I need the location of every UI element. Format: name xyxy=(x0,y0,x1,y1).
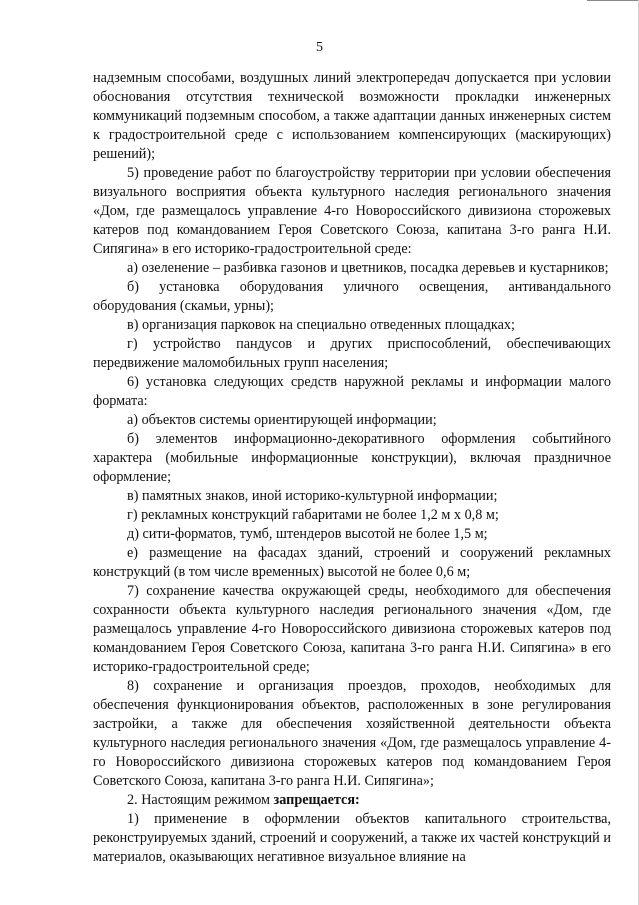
paragraph-item-5g: г) устройство пандусов и других приспособлений, обеспечивающих передвижение маломобильных групп населения; xyxy=(93,336,611,371)
paragraph-item-6g: г) рекламных конструкций габаритами не более 1,2 м х 0,8 м; xyxy=(127,507,499,523)
page-number: 5 xyxy=(316,40,323,55)
paragraph-prohibition-1: 1) применение в оформлении объектов капитального строительства, реконструируемых зданий, строений и сооружений, а также их частей конструкций и материалов, оказывающих негативное визуальное влияние на xyxy=(93,811,611,865)
paragraph-item-5: 5) проведение работ по благоустройству территории при условии обеспечения визуального восприятия объекта культурного наследия регионального значения «Дом, где размещалось управление 4-го Новороссийского дивизиона сторожевых катеров под командованием Героя Советского Союза, капитана 3-го ранга Н.И. Сипягина» в его историко-градостроительной среде: xyxy=(93,165,611,257)
paragraph-continuation: надземным способами, воздушных линий электропередач допускается при условии обоснования отсутствия технической возможности прокладки инженерных коммуникаций подземным способом, а также адаптации данных инженерных систем к градостроительной среде с использованием компенсирующих (маскирующих) решений); xyxy=(93,70,611,162)
paragraph-item-6v: в) памятных знаков, иной историко-культурной информации; xyxy=(127,488,498,504)
paragraph-item-8: 8) сохранение и организация проездов, проходов, необходимых для обеспечения функционирования объектов, расположенных в зоне регулирования застройки, а также для обеспечения хозяйственной деятельности объекта культурного наследия регионального значения «Дом, где размещалось управление 4-го Новороссийского дивизиона сторожевых катеров под командованием Героя Советского Союза, капитана 3-го ранга Н.И. Сипягина»; xyxy=(93,678,611,789)
paragraph-item-6a: а) объектов системы ориентирующей информации; xyxy=(127,412,437,428)
paragraph-item-6b: б) элементов информационно-декоративного оформления событийного характера (мобильные информационные конструкции), включая праздничное оформление; xyxy=(93,431,611,485)
paragraph-item-6e: е) размещение на фасадах зданий, строений и сооружений рекламных конструкций (в том числе временных) высотой не более 0,6 м; xyxy=(93,545,611,580)
section-2-heading xyxy=(93,791,611,810)
section-2-bold: запрещается: xyxy=(273,792,360,808)
paragraph-item-6d: д) сити-форматов, тумб, штендеров высотой не более 1,5 м; xyxy=(127,526,488,542)
section-2-prefix: 2. Настоящим режимом xyxy=(127,792,274,808)
paragraph-item-5b: б) установка оборудования уличного освещения, антивандального оборудования (скамьи, урны); xyxy=(93,279,611,314)
paragraph-item-5a: а) озеленение – разбивка газонов и цветников, посадка деревьев и кустарников; xyxy=(127,260,609,276)
scan-edge-line xyxy=(587,0,639,1)
paragraph-item-7: 7) сохранение качества окружающей среды, необходимого для обеспечения сохранности объекта культурного наследия регионального значения «Дом, где размещалось управление 4-го Новороссийского дивизиона сторожевых катеров под командованием Героя Советского Союза, капитана 3-го ранга Н.И. Сипягина» в его историко-градостроительной среде; xyxy=(93,583,611,675)
paragraph-item-6: 6) установка следующих средств наружной рекламы и информации малого формата: xyxy=(93,374,611,409)
paragraph-item-5v: в) организация парковок на специально отведенных площадках; xyxy=(127,317,515,333)
document-body xyxy=(93,69,611,867)
